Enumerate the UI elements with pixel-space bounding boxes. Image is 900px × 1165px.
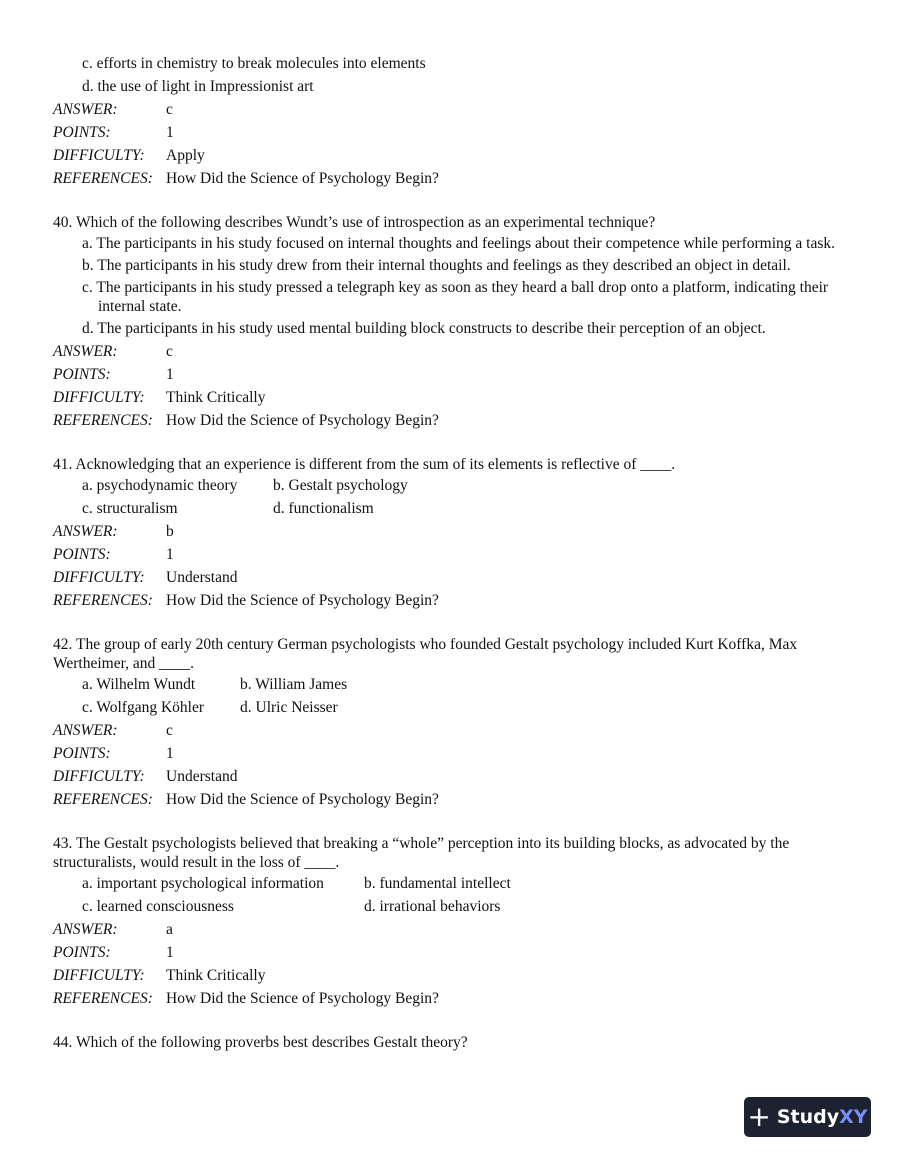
difficulty-label: DIFFICULTY: [53,147,145,164]
points-label: POINTS: [53,546,111,563]
answer-value: b [166,523,174,540]
question-40 [53,213,843,430]
question-41 [53,455,843,610]
option-a: a. psychodynamic theory [82,477,238,494]
answer-row [53,522,843,541]
references-row [53,411,843,430]
difficulty-label: DIFFICULTY: [53,389,145,406]
question-stem: 42. The group of early 20th century German psychologists who founded Gestalt psychology included Kurt Koffka, Max Wertheimer, and ____. [53,636,798,672]
answer-value: c [166,722,173,739]
option-b: b. Gestalt psychology [273,477,408,494]
option-b: b. The participants in his study drew from their internal thoughts and feelings as they described an object in detail. [82,257,791,274]
option-c: c. The participants in his study pressed a telegraph key as soon as they heard a ball drop onto a platform, indicating their internal state. [82,279,829,315]
points-label: POINTS: [53,745,111,762]
points-row [53,744,843,763]
difficulty-label: DIFFICULTY: [53,768,145,785]
points-row [53,943,843,962]
answer-label: ANSWER: [53,523,118,540]
options-row [53,476,843,495]
option-a: a. Wilhelm Wundt [82,676,196,693]
references-value: How Did the Science of Psychology Begin? [166,412,439,429]
answer-label: ANSWER: [53,343,118,360]
references-value: How Did the Science of Psychology Begin? [166,990,439,1007]
difficulty-row [53,767,843,786]
question-44 [53,1033,843,1052]
option-c: c. Wolfgang Köhler [82,699,205,716]
difficulty-value: Think Critically [166,389,266,406]
references-row [53,989,843,1008]
difficulty-label: DIFFICULTY: [53,569,145,586]
answer-label: ANSWER: [53,101,118,118]
difficulty-value: Think Critically [166,967,266,984]
difficulty-label: DIFFICULTY: [53,967,145,984]
options-row [53,698,843,717]
options-row [53,897,843,916]
answer-row [53,721,843,740]
option-d: d. Ulric Neisser [240,699,338,716]
plus-icon: + [747,1100,771,1133]
question-stem: 41. Acknowledging that an experience is different from the sum of its elements is reflective of ____. [53,456,676,473]
studyxy-logo[interactable] [744,1097,871,1137]
question-stem: 43. The Gestalt psychologists believed that breaking a “whole” perception into its building blocks, as advocated by the structuralists, would result in the loss of ____. [53,835,790,871]
references-value: How Did the Science of Psychology Begin? [166,791,439,808]
points-label: POINTS: [53,366,111,383]
option-c: c. learned consciousness [82,898,234,915]
references-label: REFERENCES: [53,170,153,187]
answer-value: c [166,101,173,118]
points-row [53,545,843,564]
references-value: How Did the Science of Psychology Begin? [166,170,439,187]
references-label: REFERENCES: [53,990,153,1007]
references-label: REFERENCES: [53,412,153,429]
references-label: REFERENCES: [53,592,153,609]
points-value: 1 [166,944,174,961]
points-label: POINTS: [53,944,111,961]
answer-row [53,100,843,119]
difficulty-row [53,388,843,407]
option-d: d. functionalism [273,500,374,517]
option-a: a. important psychological information [82,875,324,892]
points-value: 1 [166,124,174,141]
difficulty-row [53,568,843,587]
option-b: b. William James [240,676,348,693]
points-value: 1 [166,745,174,762]
question-stem: 44. Which of the following proverbs best describes Gestalt theory? [53,1034,468,1051]
option-b: b. fundamental intellect [364,875,511,892]
option-d: d. the use of light in Impressionist art [82,78,314,95]
logo-text-xy: XY [839,1105,868,1128]
difficulty-value: Apply [166,147,205,164]
question-39-tail [53,54,843,188]
options-row [53,499,843,518]
points-value: 1 [166,546,174,563]
answer-label: ANSWER: [53,921,118,938]
points-label: POINTS: [53,124,111,141]
references-row [53,591,843,610]
references-label: REFERENCES: [53,791,153,808]
answer-label: ANSWER: [53,722,118,739]
difficulty-row [53,966,843,985]
difficulty-value: Understand [166,569,238,586]
references-value: How Did the Science of Psychology Begin? [166,592,439,609]
options-row [53,675,843,694]
difficulty-value: Understand [166,768,238,785]
option-d: d. irrational behaviors [364,898,501,915]
options-row [53,874,843,893]
answer-row [53,920,843,939]
references-row [53,790,843,809]
difficulty-row [53,146,843,165]
logo-text-study: Study [776,1105,840,1128]
question-stem: 40. Which of the following describes Wundt’s use of introspection as an experimental technique? [53,214,656,231]
option-d: d. The participants in his study used mental building block constructs to describe their perception of an object. [82,320,766,337]
references-row [53,169,843,188]
points-value: 1 [166,366,174,383]
question-43 [53,834,843,1008]
answer-row [53,342,843,361]
document-page [53,54,843,1052]
answer-value: c [166,343,173,360]
question-42 [53,635,843,809]
option-a: a. The participants in his study focused on internal thoughts and feelings about their competence while performing a task. [82,235,835,252]
answer-value: a [166,921,173,938]
option-c: c. structuralism [82,500,178,517]
points-row [53,123,843,142]
option-c: c. efforts in chemistry to break molecules into elements [82,55,426,72]
points-row [53,365,843,384]
